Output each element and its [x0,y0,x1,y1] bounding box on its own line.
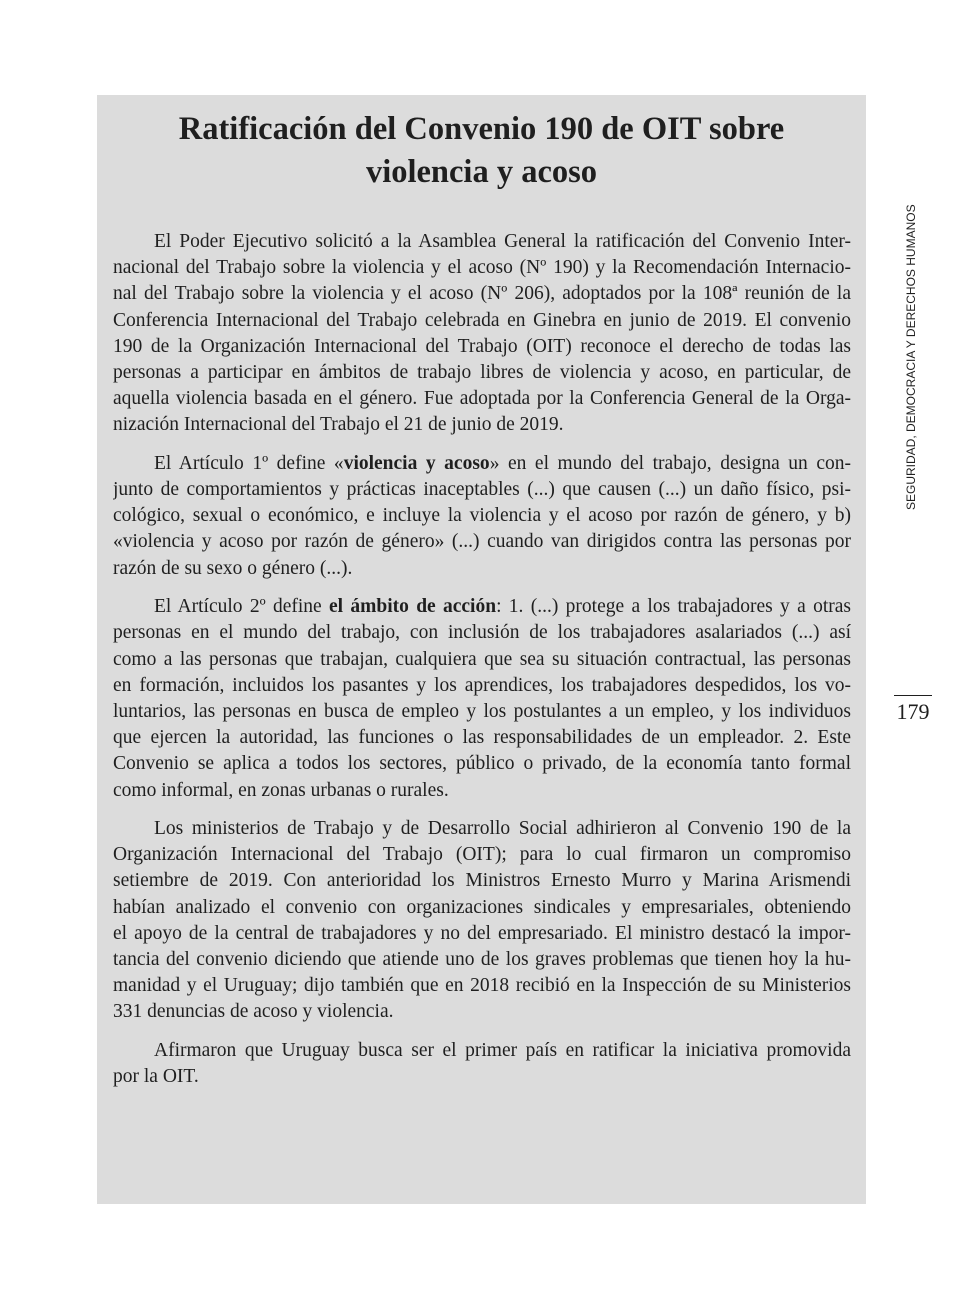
content-box [97,95,866,1204]
body-line: junto de comportamientos y prácticas inaceptables (...) que causen (...) un daño físico, psi- [113,479,851,501]
running-head: SEGURIDAD, DEMOCRACIA Y DERECHOS HUMANOS [904,204,918,510]
body-line [113,451,851,477]
body-line: 190 de la Organización Internacional del Trabajo (OIT) reconoce el derecho de todas las [113,335,851,357]
body-line: Afirmaron que Uruguay busca ser el primer país en ratificar la iniciativa promovida [154,1040,851,1061]
body-line: cológico, sexual o económico, e incluye la violencia y el acoso por razón de género, y b) [113,505,851,527]
body-paragraph [113,594,851,804]
page-number: 179 [896,699,930,724]
body-line: nal del Trabajo sobre la violencia y el acoso (Nº 206), adoptados por la 108ª reunión de la [113,283,851,305]
body-line: manidad y el Uruguay; dijo también que en 2018 recibió en la Inspección de su Ministerios [113,975,851,997]
body-paragraph [113,229,851,439]
body-line: Convenio se aplica a todos los sectores, público o privado, de la economía tanto formal [113,753,851,775]
body-line: que ejercen la autoridad, las funciones o las responsabilidades de un empleador. 2. Este [113,727,851,749]
line-segment: : 1. (...) protege a los trabajadores y a otras [496,596,851,618]
body-line: Organización Internacional del Trabajo (OIT); para lo cual firmaron un compromiso [113,844,851,866]
article-title [97,108,866,194]
body-line: por la OIT. [113,1066,199,1088]
line-segment: El Artículo 2º define [154,596,329,618]
body-line: «violencia y acoso por razón de género» (...) cuando van dirigidos contra las personas por [113,531,851,553]
body-line: tancia del convenio diciendo que atiende uno de los graves problemas que tienen hoy la hu- [113,949,851,971]
body-paragraph [113,816,851,1026]
body-line: en formación, incluidos los pasantes y los aprendices, los trabajadores despedidos, los vo- [113,674,851,696]
body-line: como a las personas que trabajan, cualquiera que sea su situación contractual, las personas [113,648,851,670]
body-paragraph [113,1038,851,1090]
line-segment: El Artículo 1º define « [154,452,344,474]
body-line: setiembre de 2019. Con anterioridad los Ministros Ernesto Murro y Marina Arismendi [113,870,851,892]
body-line: Los ministerios de Trabajo y de Desarrollo Social adhirieron al Convenio 190 de la [154,818,851,840]
article-body [113,229,851,1103]
title-line: violencia y acoso [365,154,598,190]
body-line: Conferencia Internacional del Trabajo celebrada en Ginebra en junio de 2019. El convenio [113,309,851,331]
bold-term: el ámbito de acción [329,596,497,618]
bold-term: violencia y acoso [343,452,490,474]
body-line: El Poder Ejecutivo solicitó a la Asamblea General la ratificación del Convenio Inter- [154,231,851,252]
body-line: nización Internacional del Trabajo el 21 de junio de 2019. [113,414,564,436]
body-line: 331 denuncias de acoso y violencia. [113,1001,394,1023]
body-line: personas a participar en ámbitos de trabajo libres de violencia y acoso, en particular, de [113,361,851,383]
body-line: razón de su sexo o género (...). [113,557,353,579]
body-line: habían analizado el convenio con organizaciones sindicales y empresariales, obteniendo [113,896,851,918]
page-number-rule [894,695,932,696]
body-line: personas en el mundo del trabajo, con inclusión de los trabajadores asalariados (...) así [113,622,851,644]
body-line: el apoyo de la central de trabajadores y no del empresariado. El ministro destacó la impor- [113,922,851,944]
title-line: Ratificación del Convenio 190 de OIT sobre [178,111,785,147]
line-segment: » en el mundo del trabajo, designa un con- [489,452,851,474]
body-line: nacional del Trabajo sobre la violencia y el acoso (Nº 190) y la Recomendación Internacio- [113,257,851,279]
body-paragraph [113,451,851,582]
body-line: aquella violencia basada en el género. Fue adoptada por la Conferencia General de la Orga- [113,388,851,410]
body-line: luntarios, las personas en busca de empleo y los postulantes a un empleo, y los individuos [113,700,851,722]
body-line [113,594,851,620]
body-line: como informal, en zonas urbanas o rurales. [113,779,449,801]
